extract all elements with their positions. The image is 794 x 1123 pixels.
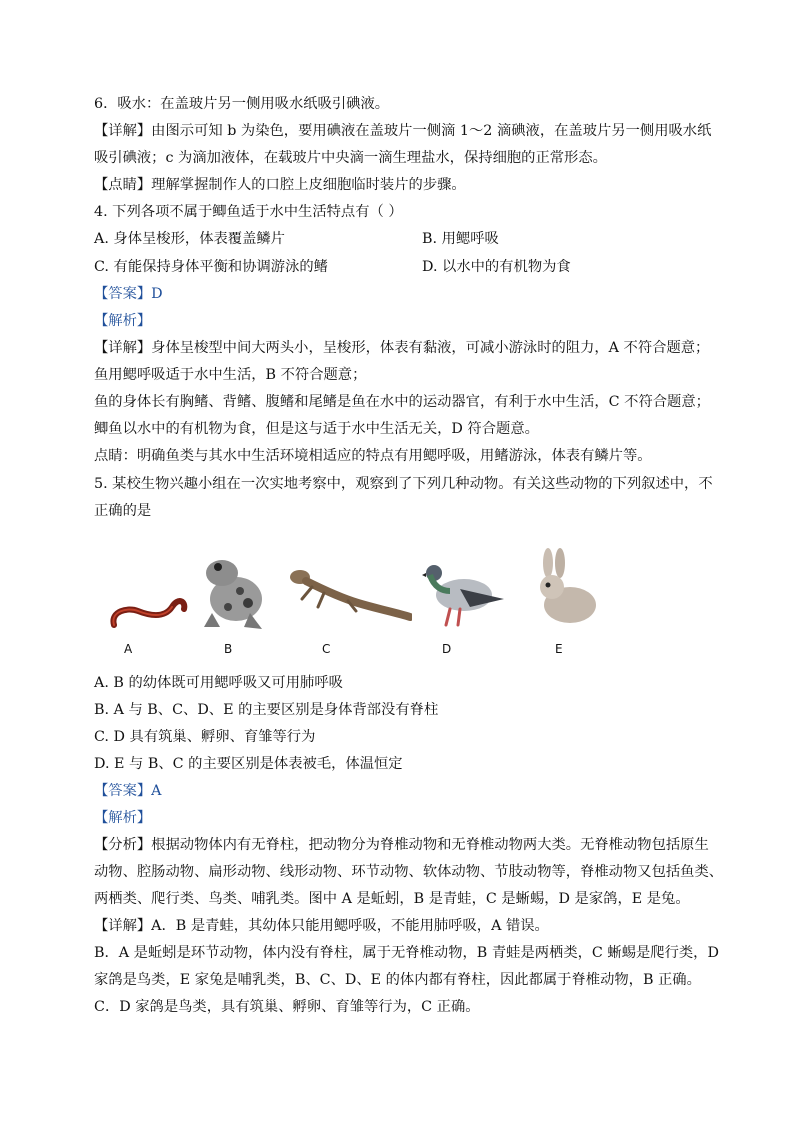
q4-analysis-heading: 【解析】 [94, 313, 152, 329]
q4-detail-line1: 【详解】身体呈梭型中间大两头小，呈梭形，体表有黏液，可减小游泳时的阻力，A 不符合题意； [94, 340, 710, 356]
q5-fenxi-line2: 动物、腔肠动物、扁形动物、线形动物、环节动物、软体动物、节肢动物等，脊椎动物又包括鱼类、 [94, 864, 724, 880]
q5-option-b: B. A 与 B、C、D、E 的主要区别是身体背部没有脊柱 [94, 702, 439, 718]
q4-option-c: C. 有能保持身体平衡和协调游泳的鳍 [94, 259, 328, 275]
q5-stem-line2: 正确的是 [94, 503, 152, 519]
q4-tip: 点睛：明确鱼类与其水中生活环境相适应的特点有用鳃呼吸，用鳍游泳，体表有鳞片等。 [94, 448, 652, 464]
q4-stem: 4. 下列各项不属于鲫鱼适于水中生活特点有（ ） [94, 204, 403, 220]
q4-option-a: A. 身体呈梭形，体表覆盖鳞片 [94, 231, 285, 247]
q5-fenxi-line3: 两栖类、爬行类、鸟类、哺乳类。图中 A 是蚯蚓，B 是青蛙，C 是蜥蜴，D 是家鸽，E 是兔。 [94, 891, 690, 907]
q5-detail-line1: 【详解】A．B 是青蛙，其幼体只能用鳃呼吸，不能用肺呼吸，A 错误。 [94, 918, 549, 934]
figure-label-c: C [322, 642, 331, 656]
q5-detail-line4: C．D 家鸽是鸟类，具有筑巢、孵卵、育雏等行为，C 正确。 [94, 999, 480, 1015]
q4-answer: 【答案】D [94, 286, 163, 302]
frog-image [198, 551, 268, 631]
q5-detail-line2: B．A 是蚯蚓是环节动物，体内没有脊柱，属于无脊椎动物，B 青蛙是两栖类，C 蜥蜴是爬行类，D [94, 945, 719, 961]
figure-label-b: B [224, 642, 233, 656]
rabbit-image [530, 547, 600, 627]
pigeon-image [420, 557, 510, 629]
q4-option-b: B. 用鳃呼吸 [422, 231, 499, 247]
figure-label-e: E [555, 642, 563, 656]
q5-stem-line1: 5. 某校生物兴趣小组在一次实地考察中，观察到了下列几种动物。有关这些动物的下列叙述中，不 [94, 476, 713, 492]
q4-detail-line4: 鲫鱼以水中的有机物为食，但是这与适于水中生活无关，D 符合题意。 [94, 421, 539, 437]
earthworm-image [108, 581, 188, 631]
q5-answer: 【答案】A [94, 783, 162, 799]
lizard-image [278, 563, 412, 623]
q5-analysis-heading: 【解析】 [94, 810, 152, 826]
q5-fenxi-line1: 【分析】根据动物体内有无脊柱，把动物分为脊椎动物和无脊椎动物两大类。无脊椎动物包括原生 [94, 837, 709, 853]
q5-option-a: A. B 的幼体既可用鳃呼吸又可用肺呼吸 [94, 675, 343, 691]
q5-option-c: C. D 具有筑巢、孵卵、育雏等行为 [94, 729, 316, 745]
q3-tip: 【点睛】理解掌握制作人的口腔上皮细胞临时装片的步骤。 [94, 177, 466, 193]
q4-detail-line3: 鱼的身体长有胸鳍、背鳍、腹鳍和尾鳍是鱼在水中的运动器官，有利于水中生活，C 不符合题意； [94, 394, 710, 410]
figure-label-a: A [124, 642, 133, 656]
q3-detail-line2: 吸引碘液；c 为滴加液体，在载玻片中央滴一滴生理盐水，保持细胞的正常形态。 [94, 150, 607, 166]
q4-detail-line2: 鱼用鳃呼吸适于水中生活，B 不符合题意； [94, 367, 367, 383]
figure-label-d: D [442, 642, 452, 656]
q4-option-d: D. 以水中的有机物为食 [422, 259, 571, 275]
q3-detail-line1: 【详解】由图示可知 b 为染色，要用碘液在盖玻片一侧滴 1～2 滴碘液，在盖玻片另一侧用吸水纸 [94, 123, 712, 139]
q3-item6: 6．吸水：在盖玻片另一侧用吸水纸吸引碘液。 [94, 96, 390, 112]
q5-option-d: D. E 与 B、C 的主要区别是体表被毛，体温恒定 [94, 756, 403, 772]
q5-detail-line3: 家鸽是鸟类，E 家兔是哺乳类，B、C、D、E 的体内都有脊柱，因此都属于脊椎动物，B 正确。 [94, 972, 701, 988]
animals-figure [94, 541, 702, 661]
